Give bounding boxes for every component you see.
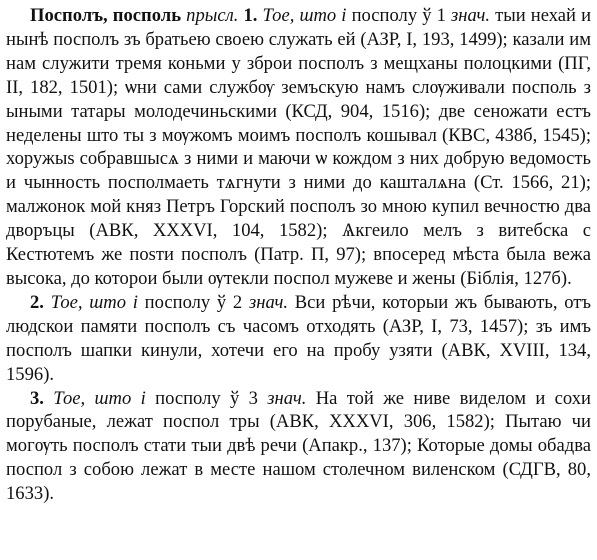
- sense-number: 2.: [30, 291, 44, 313]
- sense-1-paragraph: [6, 4, 591, 291]
- sense-reference: посполу ў 1: [351, 5, 446, 26]
- headword: Посполъ, посполь: [30, 5, 182, 26]
- sense-reference-note: знач.: [450, 5, 491, 26]
- sense-reference-note: знач.: [248, 291, 289, 313]
- sense-2-paragraph: [6, 291, 591, 387]
- sense-citations: На той же ниве виделом и сохи порубаные, лежат поспол тры (АВК, XXXVI, 306, 1582); Пытаю чи могѹть посполъ стати тыи двѣ речи (Апакр., 137); Которые домы обадва поспол з собою лежат в месте нашом столечном виленском (СДГВ, 80, 1633).: [6, 387, 591, 505]
- sense-3-paragraph: [6, 387, 591, 507]
- sense-reference: посполу ў 3: [155, 387, 258, 409]
- sense-reference: посполу ў 2: [144, 291, 243, 313]
- sense-reference-note: знач.: [267, 387, 307, 409]
- sense-gloss: Тое, што і: [50, 291, 138, 313]
- sense-gloss: Тое, што і: [262, 5, 347, 26]
- sense-gloss: Тое, што і: [53, 387, 146, 409]
- part-of-speech: прысл.: [186, 5, 239, 26]
- sense-citations: тыи нехай и нынѣ посполъ зъ братьею своею служать ей (АЗР, I, 193, 1499); казали им нам служити тремя коньми у зброи посполъ з мещханы полоцкими (ПГ, II, 182, 1501); ѡни сами службѹ земъскую намъ слѹживали посполь з ыными татары молодечиньскими (КСД, 904, 1516); две сеножати естъ неделены што ты з мѹжомъ моимъ посполъ кошывал (КВС, 438б, 1545); хоружыѕ собравшысѧ з ними и маючи ѡ кождом з них добрую ведомость и чынность посполмаеть тѧгнути з ними до кашталѧна (Ст. 1566, 21); малжонок мой княз Петръ Горский посполъ зо мною купил вечностю два дворъцы (АВК, XXXVI, 104, 1582); Ѧкгеило мелъ з витебска с Кестютемъ же поѕти посполъ (Патр. П, 97); впосеред мѣста была вежа высока, до которои были ѹтекли поспол мужеве и жены (Біблія, 127б).: [6, 5, 592, 289]
- sense-citations: Вси рѣчи, которыи жъ бывають, отъ людскои памяти посполъ съ часомъ отходять (АЗР, I, 73, 1457); зъ имъ посполъ шапки кинули, хотечи его на пробу узяти (АВК, XVIII, 134, 1596).: [6, 291, 592, 385]
- sense-number: 3.: [30, 387, 44, 409]
- sense-number: 1.: [243, 5, 258, 26]
